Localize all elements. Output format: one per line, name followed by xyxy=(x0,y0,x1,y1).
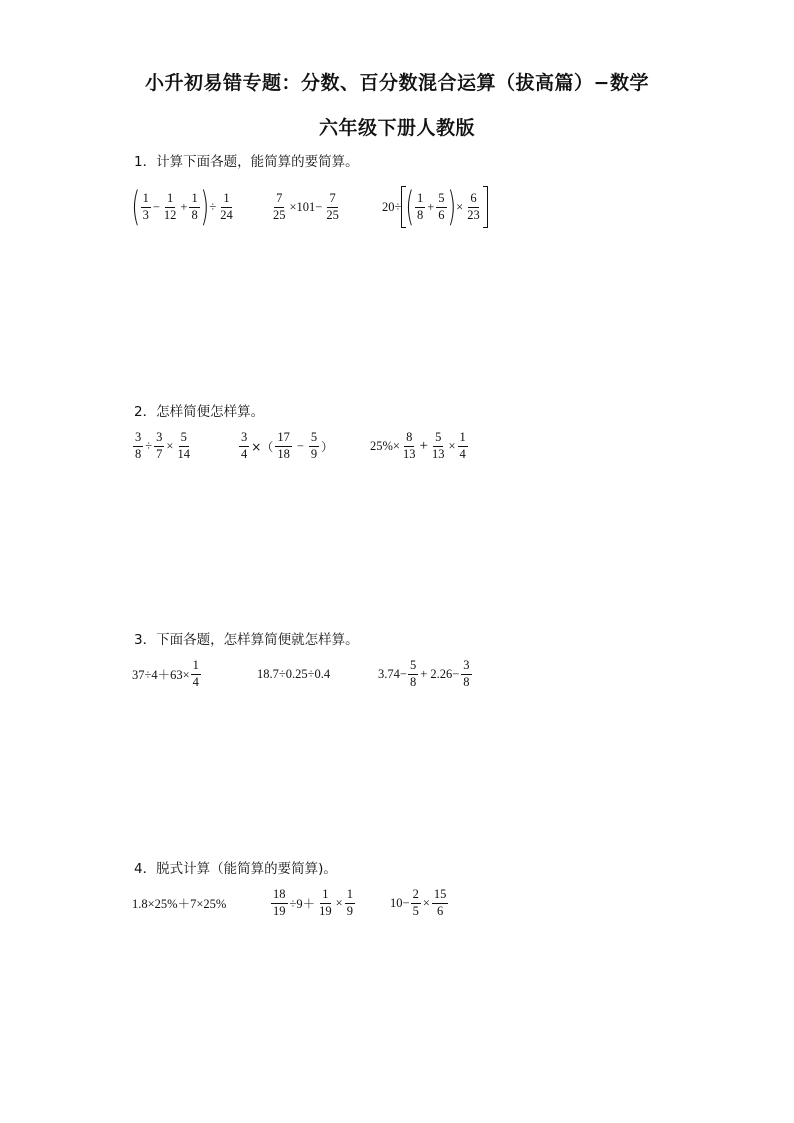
fraction: $\frac{1}{24}$ xyxy=(220,191,233,222)
q3-expression-3: 3.74− $\frac{5}{8}$ + 2.26− $\frac{3}{8}$ xyxy=(378,658,470,689)
page-title-line1: 小升初易错专题：分数、百分数混合运算（拔高篇）−数学 xyxy=(145,72,649,94)
left-paren: ( xyxy=(405,184,415,230)
fraction: $\frac{1}{8}$ xyxy=(191,191,198,222)
fraction: $\frac{1}{4}$ xyxy=(192,658,199,689)
right-paren: ) xyxy=(447,184,456,230)
q2-expression-3: 25%× $\frac{8}{13}$ + $\frac{5}{13}$ × $\frac{1}{4}$ xyxy=(370,430,466,461)
fraction: 1 8 xyxy=(416,191,424,222)
fraction: $\frac{3}{4}$ xyxy=(241,430,248,461)
fraction: $\frac{1}{19}$ xyxy=(319,887,332,918)
left-paren: ( xyxy=(131,184,141,230)
fraction: $\frac{3}{7}$ xyxy=(156,430,163,461)
fraction: $\frac{5}{13}$ xyxy=(431,430,445,461)
q1-expression-3: 20÷ ( 1 8 + $\frac{5}{6}$ ) × $\frac{6}{23}$ xyxy=(382,186,488,228)
fraction: $\frac{5}{9}$ xyxy=(310,430,318,461)
fraction: $\frac{1}{4}$ xyxy=(459,430,466,461)
question-1-heading: 1．计算下面各题，能简算的要简算。 xyxy=(134,154,359,170)
q2-expression-2: $\frac{3}{4}$ ×（ 17 18 − $\frac{5}{9}$ ） xyxy=(241,430,334,461)
fraction: $\frac{15}{6}$ xyxy=(433,887,447,918)
fraction: $\frac{8}{13}$ xyxy=(402,430,416,461)
fraction: 1 3 xyxy=(142,191,149,222)
fraction: $\frac{3}{8}$ xyxy=(135,430,142,461)
fraction: $\frac{1}{12}$ xyxy=(163,191,177,222)
fraction: $\frac{7}{25}$ xyxy=(326,191,339,222)
q4-expression-3: 10− $\frac{2}{5}$ × $\frac{15}{6}$ xyxy=(390,887,447,918)
fraction: $\frac{7}{25}$ xyxy=(273,191,286,222)
fraction: $\frac{5}{8}$ xyxy=(409,658,417,689)
fraction: $\frac{5}{6}$ xyxy=(438,191,445,222)
page-title-line2: 六年级下册人教版 xyxy=(318,117,475,139)
q1-expression-1: ( 1 3 − $\frac{1}{12}$ + $\frac{1}{8}$ ) ÷ $\frac{1}{24}$ xyxy=(131,184,233,230)
fraction: $\frac{6}{23}$ xyxy=(467,191,480,222)
q4-expression-2: $\frac{18}{19}$ ÷9＋ $\frac{1}{19}$ × $\frac{1}{9}$ xyxy=(273,887,353,918)
q3-expression-2: 18.7÷0.25÷0.4 xyxy=(257,666,331,681)
fraction: $\frac{2}{5}$ xyxy=(412,887,419,918)
question-3-heading: 3．下面各题，怎样算简便就怎样算。 xyxy=(134,632,359,648)
question-2-heading: 2．怎样简便怎样算。 xyxy=(134,404,265,420)
q4-expression-1: 1.8×25%＋7×25% xyxy=(132,897,227,911)
q2-expression-1: $\frac{3}{8}$ ÷ $\frac{3}{7}$ × $\frac{5}{14}$ xyxy=(135,430,190,461)
square-bracket-group: ( 1 8 + $\frac{5}{6}$ ) × $\frac{6}{23}$ xyxy=(401,186,487,228)
fraction: $\frac{1}{9}$ xyxy=(346,887,353,918)
question-4-heading: 4．脱式计算（能简算的要简算)。 xyxy=(134,861,337,877)
fraction: $\frac{5}{14}$ xyxy=(177,430,190,461)
fraction: $\frac{3}{8}$ xyxy=(463,658,470,689)
q3-expression-1: 37÷4＋63× $\frac{1}{4}$ xyxy=(132,658,199,689)
q1-expression-2: $\frac{7}{25}$ ×101− $\frac{7}{25}$ xyxy=(273,191,339,222)
right-paren: ) xyxy=(200,184,209,230)
fraction: 17 18 xyxy=(277,430,290,461)
fraction: $\frac{18}{19}$ xyxy=(273,887,286,918)
